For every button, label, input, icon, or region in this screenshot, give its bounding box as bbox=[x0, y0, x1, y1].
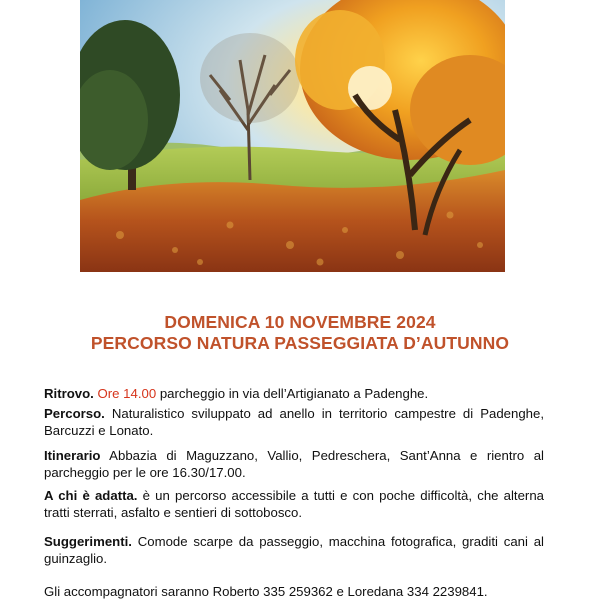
ritrovo-label: Ritrovo. bbox=[44, 386, 94, 401]
ritrovo-time: Ore 14.00 bbox=[97, 386, 157, 401]
event-date-heading: DOMENICA 10 NOVEMBRE 2024 bbox=[164, 312, 436, 332]
percorso-label: Percorso. bbox=[44, 406, 105, 421]
itinerario-text: Abbazia di Maguzzano, Vallio, Pedreschera, Sant’Anna e rientro al parcheggio per le ore 16.30/17.00. bbox=[44, 448, 544, 480]
suggerimenti-paragraph bbox=[44, 533, 544, 567]
autumn-landscape-photo bbox=[80, 0, 505, 272]
suggerimenti-label: Suggerimenti. bbox=[44, 534, 132, 549]
event-title-heading: PERCORSO NATURA PASSEGGIATA D’AUTUNNO bbox=[90, 333, 510, 353]
adatta-label: A chi è adatta. bbox=[44, 488, 138, 503]
ritrovo-paragraph bbox=[44, 385, 544, 402]
adatta-text: è un percorso accessibile a tutti e con poche difficoltà, che alterna tratti sterrati, asfalto e sentieri di sottobosco. bbox=[44, 488, 544, 520]
suggerimenti-text: Comode scarpe da passeggio, macchina fotografica, graditi cani al guinzaglio. bbox=[44, 534, 544, 566]
itinerario-paragraph bbox=[44, 447, 544, 481]
accompagnatori-paragraph: Gli accompagnatori saranno Roberto 335 259362 e Loredana 334 2239841. bbox=[44, 584, 488, 599]
percorso-text: Naturalistico sviluppato ad anello in territorio campestre di Padenghe, Barcuzzi e Lonato. bbox=[44, 406, 544, 438]
percorso-paragraph bbox=[44, 405, 544, 439]
ritrovo-text: parcheggio in via dell’Artigianato a Padenghe. bbox=[156, 386, 429, 401]
itinerario-label: Itinerario bbox=[44, 448, 101, 463]
adatta-paragraph bbox=[44, 487, 544, 521]
